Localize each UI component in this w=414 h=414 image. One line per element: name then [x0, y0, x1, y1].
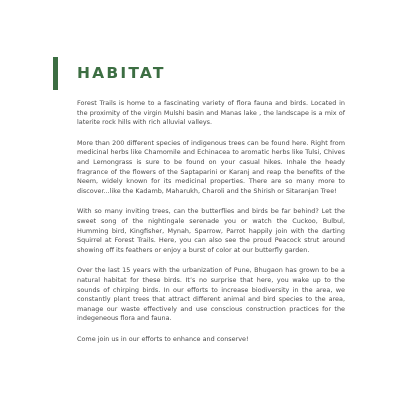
- page-title: HABITAT: [77, 64, 166, 82]
- paragraph-call-to-action: Come join us in our efforts to enhance and conserve!: [77, 334, 249, 343]
- paragraph-trees: More than 200 different species of indigenous trees can be found here. Right from medicinal herbs like Chamomile and Echinacea to aromatic herbs like Tulsi, Chives and Lemongrass is sure to be found on your casual hikes. Inhale the heady fragrance of the flowers of the Saptaparini or Karanj and reap the benefits of the Neem, widely known for its medicinal properties. There are so many more to discover...like the Kadamb, Maharukh, Charoli and the Shirish or Sitaranjan Tree!: [77, 138, 345, 195]
- heading-accent-bar: [53, 57, 58, 90]
- paragraph-conservation: Over the last 15 years with the urbanization of Pune, Bhugaon has grown to be a natural habitat for these birds. It’s no surprise that here, you wake up to the sounds of chirping birds. In our efforts to increase biodiversity in the area, we constantly plant trees that attract different animal and bird species to the area, manage our waste effectively and use conscious construction practices for the indegeneous flora and fauna.: [77, 266, 345, 323]
- paragraph-location: Forest Trails is home to a fascinating variety of flora fauna and birds. Located in the proximity of the virgin Mulshi basin and Manas lake , the landscape is a mix of laterite rock hills with rich alluvial valleys.: [77, 99, 345, 127]
- body-text: [77, 99, 345, 355]
- paragraph-birds: With so many inviting trees, can the butterflies and birds be far behind? Let the sweet song of the nightingale serenade you or watch the Cuckoo, Bulbul, Humming bird, Kingfisher, Mynah, Sparrow, Parrot happily join with the darting Squirrel at Forest Trails. Here, you can also see the proud Peacock strut around showing off its feathers or enjoy a burst of color at our butterfly garden.: [77, 207, 345, 254]
